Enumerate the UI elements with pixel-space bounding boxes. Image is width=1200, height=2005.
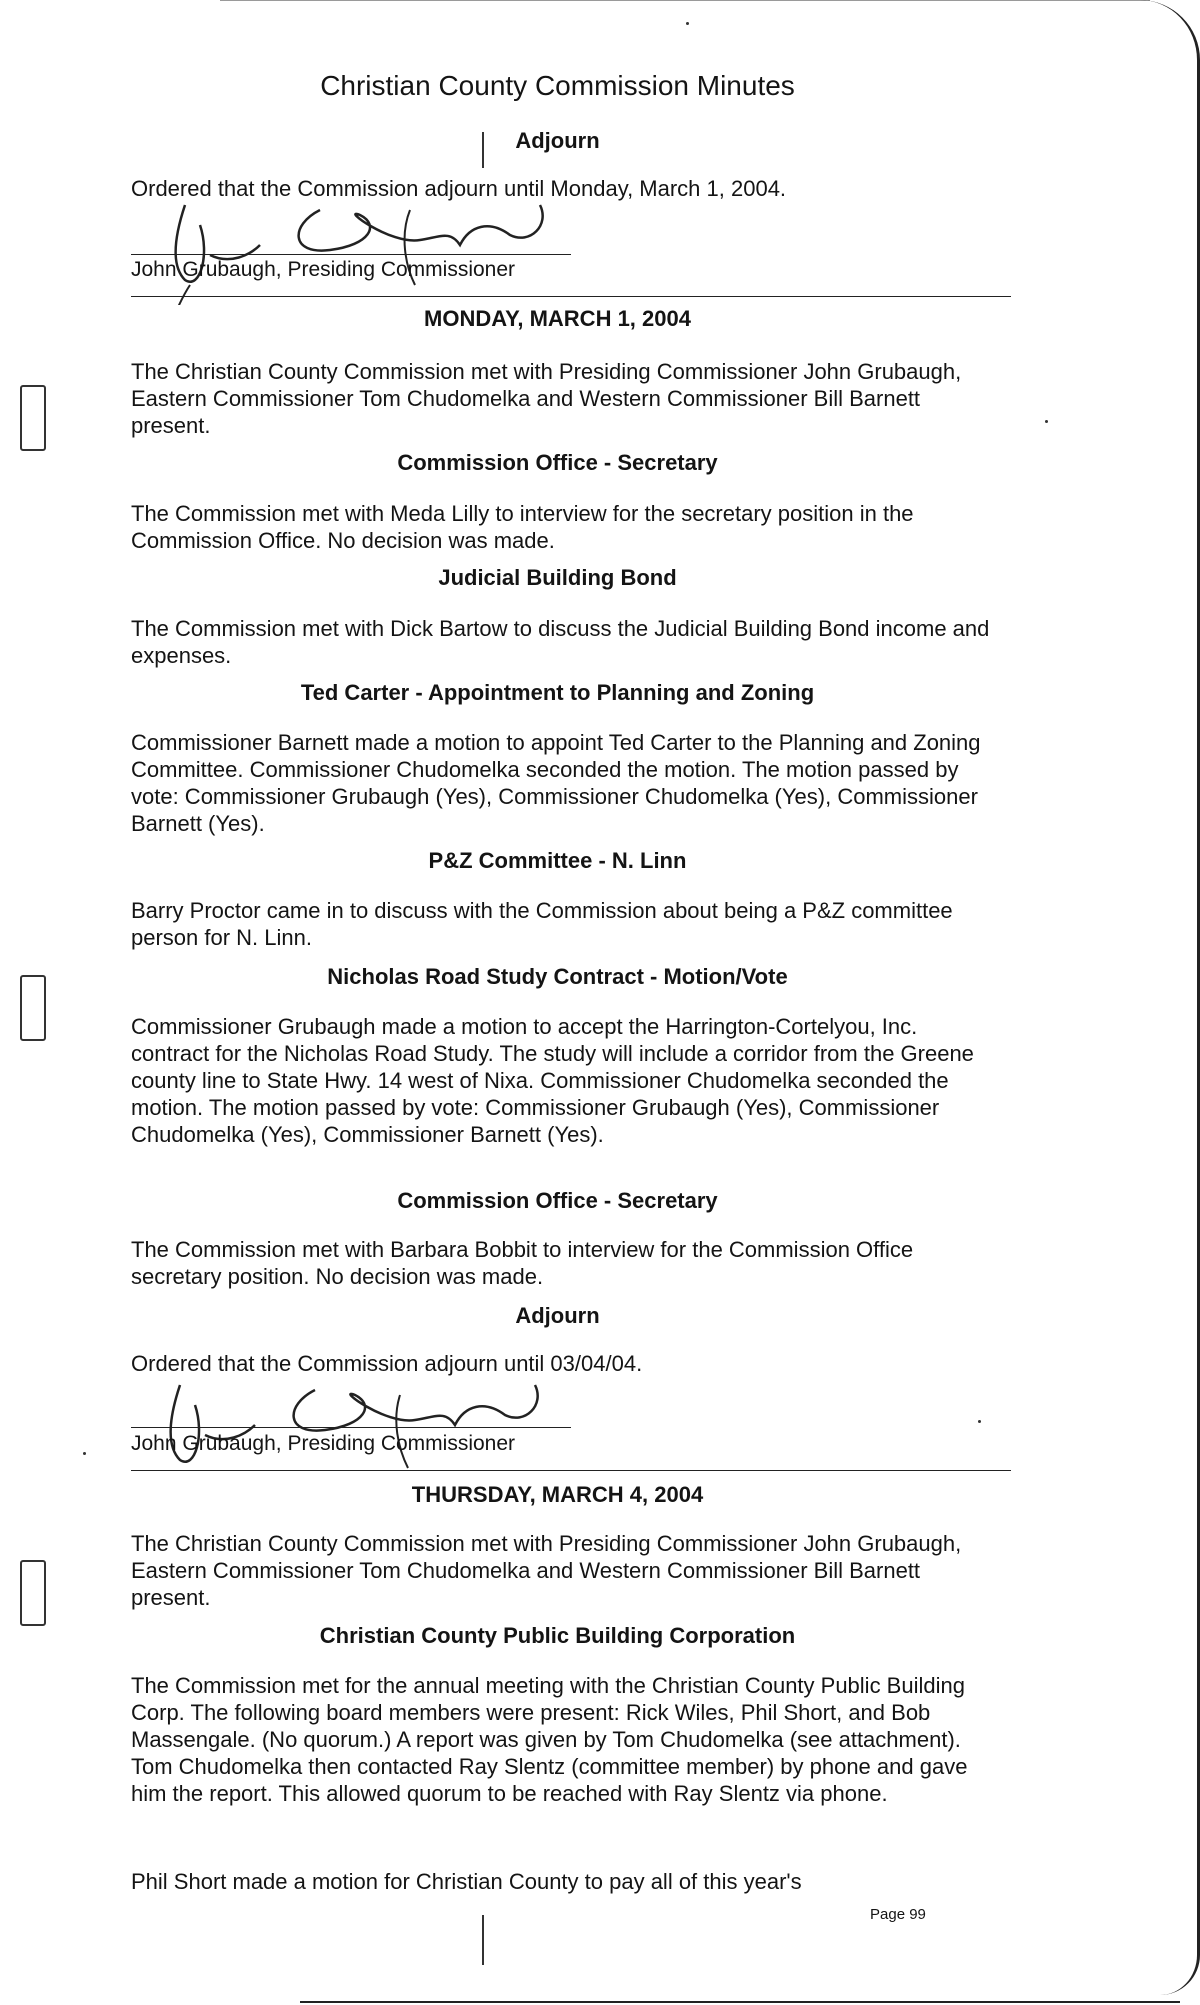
date-heading-thursday: THURSDAY, MARCH 4, 2004 [411, 1482, 704, 1507]
signature-line [131, 1427, 571, 1428]
adjourn-heading: Adjourn [515, 1303, 600, 1328]
signature-name: John Grubaugh, Presiding Commissioner [131, 1432, 516, 1455]
section-heading: Ted Carter - Appointment to Planning and Zoning [300, 680, 815, 705]
section-body: Barry Proctor came in to discuss with the Commission about being a P&Z committee person for N. Linn. [131, 898, 953, 950]
page-center-mark [482, 1915, 484, 1965]
scan-speck [83, 1452, 86, 1455]
scan-speck [1045, 420, 1048, 423]
page-top-edge [220, 0, 1150, 1]
section-body: The Commission met with Meda Lilly to interview for the secretary position in the Commission Office. No decision was made. [131, 501, 914, 553]
page-number: Page 99 [870, 1906, 926, 1923]
signature-name: John Grubaugh, Presiding Commissioner [131, 258, 516, 281]
binder-hole-bottom [20, 1560, 46, 1626]
date-heading-monday: MONDAY, MARCH 1, 2004 [424, 306, 691, 331]
section-body: Commissioner Barnett made a motion to appoint Ted Carter to the Planning and Zoning Committee. Commissioner Chudomelka seconded the motion. The motion passed by vote: Commissioner Grubaugh (Yes), Commissioner Chudomelka (Yes), Commissioner Barnett (Yes). [131, 730, 981, 836]
section-heading: Judicial Building Bond [438, 565, 677, 590]
scan-speck [978, 1420, 981, 1423]
signature-line [131, 254, 571, 255]
document-title: Christian County Commission Minutes [320, 70, 795, 101]
attendance-monday: The Christian County Commission met with Presiding Commissioner John Grubaugh, Eastern Commissioner Tom Chudomelka and Western Commissioner Bill Barnett present. [131, 359, 962, 438]
section-heading: Christian County Public Building Corporation [319, 1623, 796, 1648]
signature-image [130, 1370, 570, 1480]
section-heading: Commission Office - Secretary [397, 1188, 718, 1213]
section-divider [131, 1470, 1011, 1471]
adjourn-order: Ordered that the Commission adjourn until Monday, March 1, 2004. [131, 176, 787, 201]
scan-speck [686, 22, 689, 25]
section-divider [131, 296, 1011, 297]
page-bottom-edge [300, 2001, 1180, 2003]
adjourn-order: Ordered that the Commission adjourn until 03/04/04. [131, 1351, 643, 1376]
page-right-edge [1117, 0, 1200, 1995]
binder-hole-top [20, 385, 46, 451]
section-heading: Nicholas Road Study Contract - Motion/Vote [327, 964, 788, 989]
adjourn-heading: Adjourn [515, 128, 600, 153]
attendance-thursday: The Christian County Commission met with Presiding Commissioner John Grubaugh, Eastern Commissioner Tom Chudomelka and Western Commissioner Bill Barnett present. [131, 1531, 962, 1610]
continued-text: Phil Short made a motion for Christian County to pay all of this year's [131, 1869, 802, 1894]
section-heading: P&Z Committee - N. Linn [428, 848, 687, 873]
section-body: The Commission met with Barbara Bobbit to interview for the Commission Office secretary position. No decision was made. [131, 1237, 914, 1289]
section-body: The Commission met with Dick Bartow to discuss the Judicial Building Bond income and expenses. [131, 616, 990, 668]
section-body: The Commission met for the annual meeting with the Christian County Public Building Corp. The following board members were present: Rick Wiles, Phil Short, and Bob Massengale. (No quorum.) A report was given by Tom Chudomelka (see attachment). Tom Chudomelka then contacted Ray Slentz (committee member) by phone and gave him the report. This allowed quorum to be reached with Ray Slentz via phone. [131, 1673, 968, 1806]
section-heading: Commission Office - Secretary [397, 450, 718, 475]
section-body: Commissioner Grubaugh made a motion to accept the Harrington-Cortelyou, Inc. contract for the Nicholas Road Study. The study will include a corridor from the Greene county line to State Hwy. 14 west of Nixa. Commissioner Chudomelka seconded the motion. The motion passed by vote: Commissioner Grubaugh (Yes), Commissioner Chudomelka (Yes), Commissioner Barnett (Yes). [131, 1014, 974, 1147]
signature-image [130, 185, 570, 305]
